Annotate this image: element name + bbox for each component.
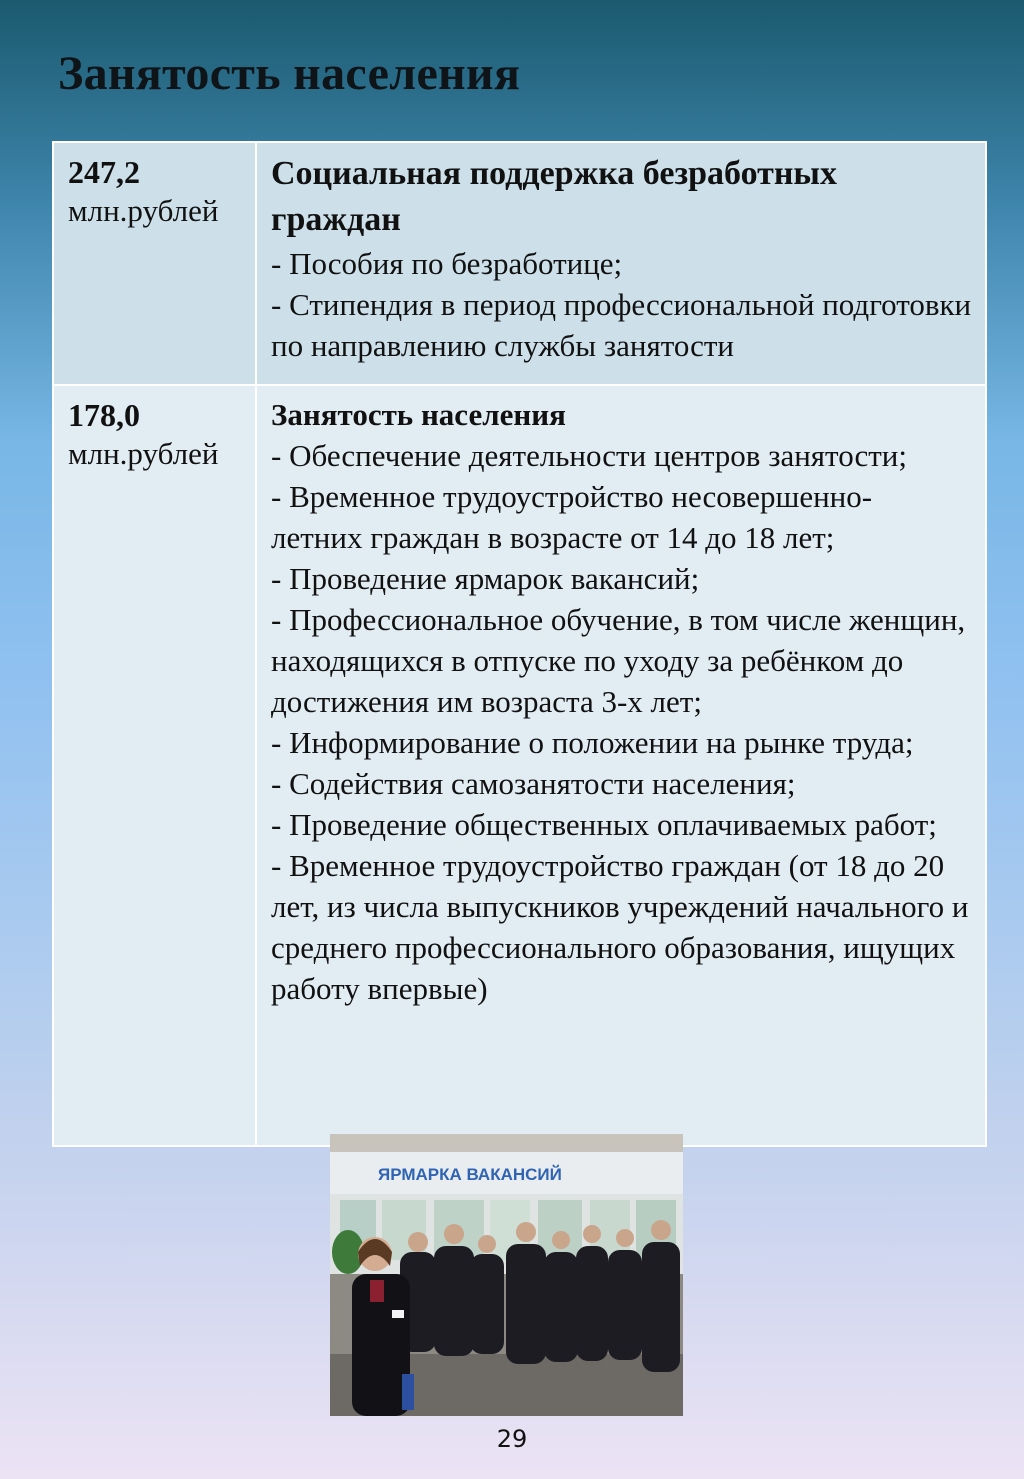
list-item: - Временное трудоустройство граждан (от 18 до 20 лет, из числа выпускников учреждений начального и среднего профессионального образования, ищущих работу впервые) [271,848,969,1006]
amount-cell [53,142,256,385]
list-item: - Профессиональное обучение, в том числе женщин, находящихся в отпуске по уходу за ребёнком до достижения им возраста 3-х лет; [271,602,966,719]
amount-cell [53,385,256,1146]
amount-value: 247,2 [68,154,140,190]
list-item: - Проведение ярмарок вакансий; [271,561,700,596]
page-number: 29 [496,1425,528,1453]
list-item: - Содействия самозанятости населения; [271,766,796,801]
list-item: - Проведение общественных оплачиваемых работ; [271,807,937,842]
job-fair-photo [330,1134,683,1416]
budget-table [52,141,987,1147]
amount-value: 178,0 [68,397,140,433]
section-heading: Социальная поддержка безработных граждан [271,155,837,238]
table-row [53,142,986,385]
description-cell [256,385,986,1146]
amount-unit: млн.рублей [68,193,219,228]
section-heading: Занятость населения [271,397,566,432]
list-item: - Пособия по безработице; [271,246,623,281]
description-cell [256,142,986,385]
list-item: - Временное трудоустройство несовершенно- летних граждан в возрасте от 14 до 18 лет; [271,479,873,555]
table-row [53,385,986,1146]
list-item: - Информирование о положении на рынке труда; [271,725,914,760]
page-title: Занятость населения [58,47,521,100]
list-item: - Обеспечение деятельности центров занятости; [271,438,907,473]
banner-text: ЯРМАРКА ВАКАНСИЙ [378,1165,562,1184]
amount-unit: млн.рублей [68,436,219,471]
list-item: - Стипендия в период профессиональной подготовки по направлению службы занятости [271,287,972,363]
